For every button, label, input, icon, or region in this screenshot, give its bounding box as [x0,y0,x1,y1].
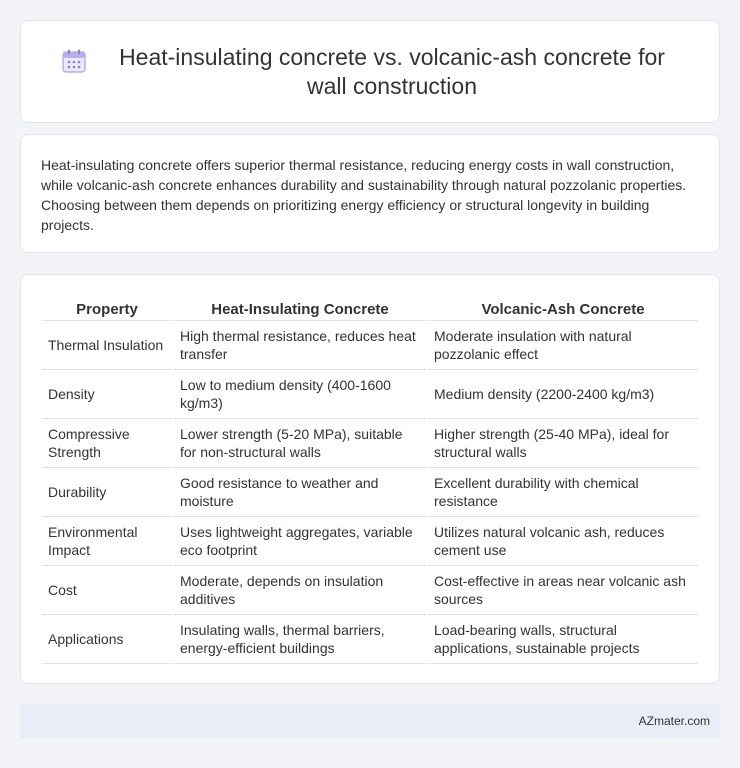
calendar-icon [61,48,87,74]
cell-property: Compressive Strength [42,419,173,468]
summary-text: Heat-insulating concrete offers superior thermal resistance, reducing energy costs in wall construction, while volcanic-ash concrete enhances durability and sustainability through natural pozzolanic properties. Choosing between them depends on prioritizing energy efficiency or structural longevity in building projects. [41,157,687,233]
comparison-card [20,274,720,684]
cell-property: Environmental Impact [42,517,173,566]
cell-volcanic-ash: Moderate insulation with natural pozzolanic effect [427,321,698,370]
cell-heat-insulating: Insulating walls, thermal barriers, energy-efficient buildings [173,615,427,664]
cell-volcanic-ash: Load-bearing walls, structural applications, sustainable projects [427,615,698,664]
cell-property: Cost [42,566,173,615]
cell-heat-insulating: Low to medium density (400-1600 kg/m3) [173,370,427,419]
cell-property: Durability [42,468,173,517]
cell-volcanic-ash: Higher strength (25-40 MPa), ideal for structural walls [427,419,698,468]
cell-heat-insulating: Lower strength (5-20 MPa), suitable for non-structural walls [173,419,427,468]
table-row [42,468,698,517]
cell-heat-insulating: Uses lightweight aggregates, variable eco footprint [173,517,427,566]
footer-bar [20,704,720,738]
comparison-table [42,295,698,664]
cell-property: Density [42,370,173,419]
table-row [42,370,698,419]
footer-brand[interactable]: AZmater.com [638,714,710,728]
summary-card [20,134,720,253]
cell-volcanic-ash: Medium density (2200-2400 kg/m3) [427,370,698,419]
header-heat-insulating: Heat-Insulating Concrete [173,295,427,321]
table-row [42,566,698,615]
page-title: Heat-insulating concrete vs. volcanic-ash concrete for wall construction [119,43,665,99]
table-row [42,321,698,370]
table-row [42,615,698,664]
cell-property: Thermal Insulation [42,321,173,370]
title-card [20,20,720,123]
cell-volcanic-ash: Utilizes natural volcanic ash, reduces cement use [427,517,698,566]
table-row [42,517,698,566]
cell-heat-insulating: Good resistance to weather and moisture [173,468,427,517]
cell-heat-insulating: High thermal resistance, reduces heat transfer [173,321,427,370]
table-header-row [42,295,698,321]
header-volcanic-ash: Volcanic-Ash Concrete [427,295,698,321]
cell-volcanic-ash: Cost-effective in areas near volcanic ash sources [427,566,698,615]
header-property: Property [42,295,173,321]
table-row [42,419,698,468]
cell-volcanic-ash: Excellent durability with chemical resistance [427,468,698,517]
cell-heat-insulating: Moderate, depends on insulation additives [173,566,427,615]
cell-property: Applications [42,615,173,664]
